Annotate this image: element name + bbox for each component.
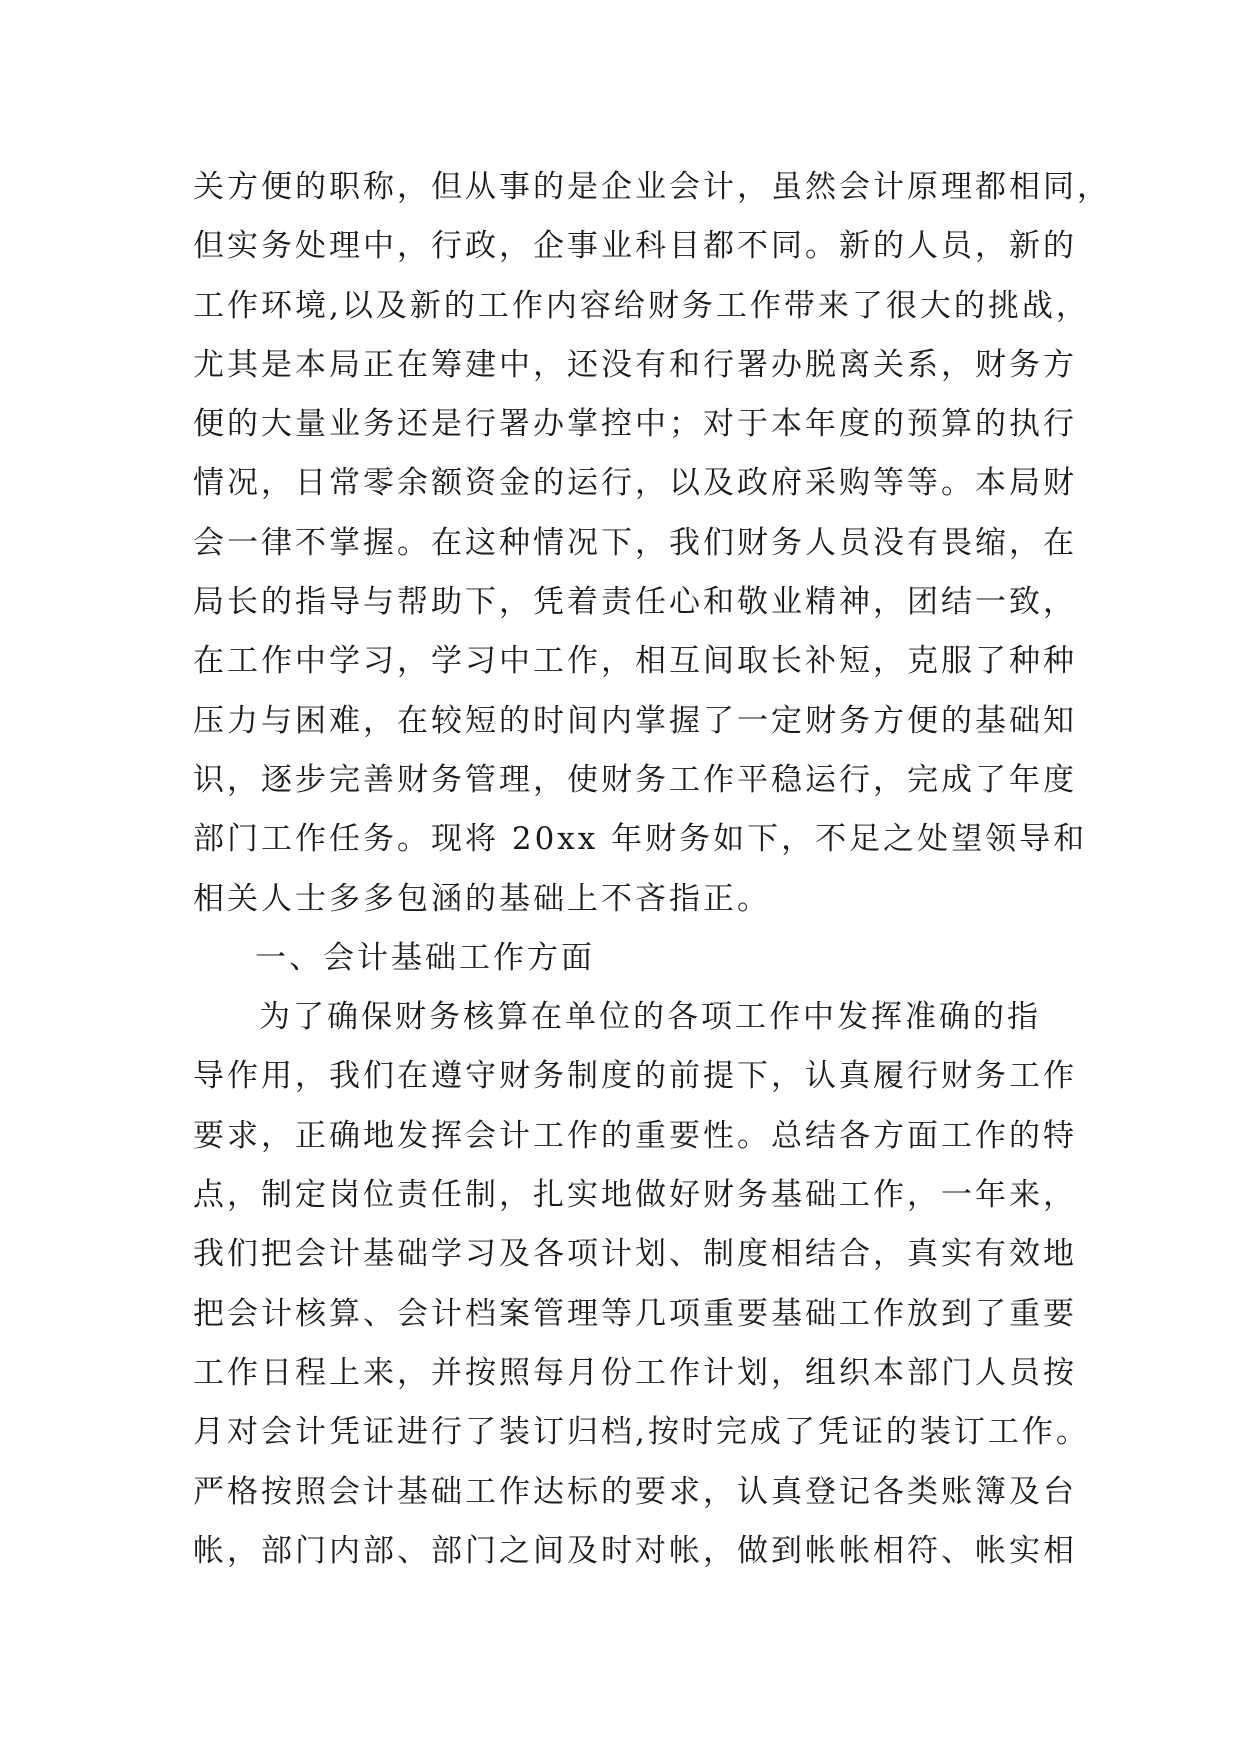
text-line: 部门工作任务。现将 20xx 年财务如下，不足之处望领导和 [193,821,1088,858]
document-body [193,158,1111,1581]
section-heading: 一、会计基础工作方面 [255,939,595,976]
text-line: 要求，正确地发挥会计工作的重要性。总结各方面工作的特 [193,1117,1077,1154]
text-line: 关方便的职称，但从事的是企业会计，虽然会计原理都相同， [193,169,1111,205]
text-line: 但实务处理中，行政，企事业科目都不同。新的人员，新的 [193,228,1077,265]
text-line: 严格按照会计基础工作达标的要求，认真登记各类账簿及台 [193,1473,1077,1510]
text-line: 点，制定岗位责任制，扎实地做好财务基础工作，一年来， [193,1177,1077,1214]
text-line: 会一律不掌握。在这种情况下，我们财务人员没有畏缩，在 [193,524,1077,561]
text-line: 工作环境,以及新的工作内容给财务工作带来了很大的挑战， [193,287,1090,324]
text-line: 相关人士多多包涵的基础上不吝指正。 [193,880,771,917]
text-line: 情况，日常零余额资金的运行，以及政府采购等等。本局财 [193,465,1077,502]
text-line: 月对会计凭证进行了装订归档,按时完成了凭证的装订工作。 [193,1414,1090,1451]
text-line: 我们把会计基础学习及各项计划、制度相结合，真实有效地 [193,1236,1077,1273]
text-line: 工作日程上来，并按照每月份工作计划，组织本部门人员按 [193,1354,1077,1391]
paragraph-first-line: 为了确保财务核算在单位的各项工作中发挥准确的指 [259,999,1041,1036]
text-line: 导作用，我们在遵守财务制度的前提下，认真履行财务工作 [193,1058,1077,1095]
text-line: 尤其是本局正在筹建中，还没有和行署办脱离关系，财务方 [193,346,1077,383]
text-line: 在工作中学习，学习中工作，相互间取长补短，克服了种种 [193,643,1077,680]
text-line: 把会计核算、会计档案管理等几项重要基础工作放到了重要 [193,1295,1077,1332]
text-line: 识，逐步完善财务管理，使财务工作平稳运行，完成了年度 [193,761,1077,798]
text-line: 便的大量业务还是行署办掌控中；对于本年度的预算的执行 [193,406,1077,443]
text-line: 压力与困难，在较短的时间内掌握了一定财务方便的基础知 [193,702,1077,739]
text-line: 帐，部门内部、部门之间及时对帐，做到帐帐相符、帐实相 [193,1532,1077,1569]
text-line: 局长的指导与帮助下，凭着责任心和敬业精神，团结一致， [193,584,1077,621]
